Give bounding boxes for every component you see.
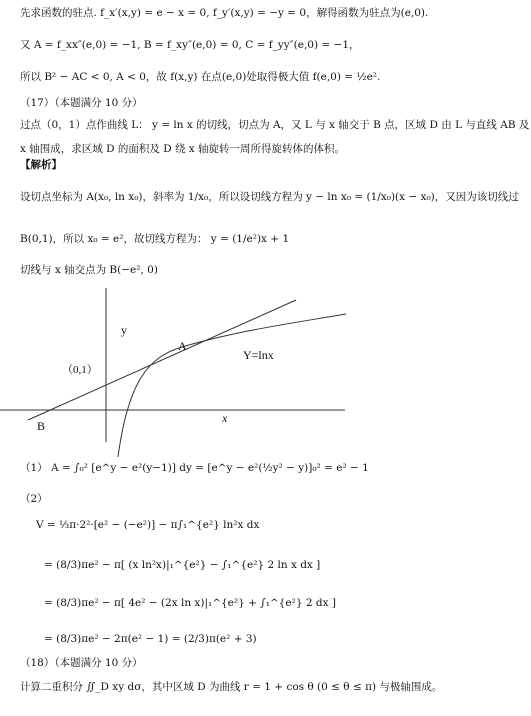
solution-step-2: B(0,1)，所以 x₀ = e²，故切线方程为： y = (1/e²)x + 1 [20, 233, 290, 245]
line-conclusion: 所以 B² − AC < 0, A < 0，故 f(x,y) 在点(e,0)处取得极大值 f(e,0) = ½e². [20, 71, 381, 83]
problem-17-heading: （17）（本题满分 10 分） [20, 97, 143, 109]
volume-step-1: V = ⅓π·2²·[e² − (−e²)] − π∫₁^{e²} ln²x dx [36, 519, 260, 531]
line-second-derivatives: 又 A = f_xx″(e,0) = −1, B = f_xy″(e,0) = 0, C = f_yy″(e,0) = −1， [20, 39, 360, 51]
answer-volume-heading: （2） [20, 493, 48, 505]
solution-step-1: 设切点坐标为 A(x₀, ln x₀)，斜率为 1/x₀，所以设切线方程为 y − ln x₀ = (1/x₀)(x − x₀)，又因为该切线过 [20, 191, 519, 203]
ln-curve [118, 314, 346, 457]
point-a-label: A [178, 339, 187, 353]
problem-17-text-b: x 轴围成，求区域 D 的面积及 D 绕 x 轴旋转一周所得旋转体的体积。 [20, 143, 346, 155]
volume-step-4: = (8/3)πe² − 2π(e² − 1) = (2/3)π(e² + 3) [44, 633, 257, 645]
point-b-label: B [37, 419, 46, 433]
tangent-figure [0, 282, 531, 457]
answer-area: （1） A = ∫₀² [e^y − e²(y−1)] dy = [e^y − e²(½y² − y)]₀² = e² − 1 [20, 462, 369, 474]
problem-18-heading: （18）（本题满分 10 分） [20, 657, 143, 669]
solution-step-3: 切线与 x 轴交点为 B(−e², 0) [20, 264, 158, 276]
line-stationary-point: 先求函数的驻点. f_x′(x,y) = e − x = 0, f_y′(x,y) = −y = 0，解得函数为驻点为(e,0). [20, 7, 429, 19]
y-axis-label: y [121, 323, 127, 337]
problem-17-text-a: 过点（0，1）点作曲线 L： y = ln x 的切线，切点为 A，又 L 与 x 轴交于 B 点，区域 D 由 L 与直线 AB 及 [20, 119, 530, 131]
volume-step-2: = (8/3)πe² − π[ (x ln²x)|₁^{e²} − ∫₁^{e²} 2 ln x dx ] [44, 559, 321, 571]
volume-step-3: = (8/3)πe² − π[ 4e² − (2x ln x)|₁^{e²} + ∫₁^{e²} 2 dx ] [44, 597, 336, 609]
curve-label: Y=lnx [243, 348, 274, 362]
problem-18-text: 计算二重积分 ∬_D xy dσ，其中区域 D 为曲线 r = 1 + cos θ (0 ≤ θ ≤ π) 与极轴围成。 [20, 681, 443, 693]
solution-heading: 【解析】 [20, 159, 62, 171]
x-axis-label: x [222, 411, 228, 425]
point-0-1-label: （0,1） [62, 364, 98, 376]
